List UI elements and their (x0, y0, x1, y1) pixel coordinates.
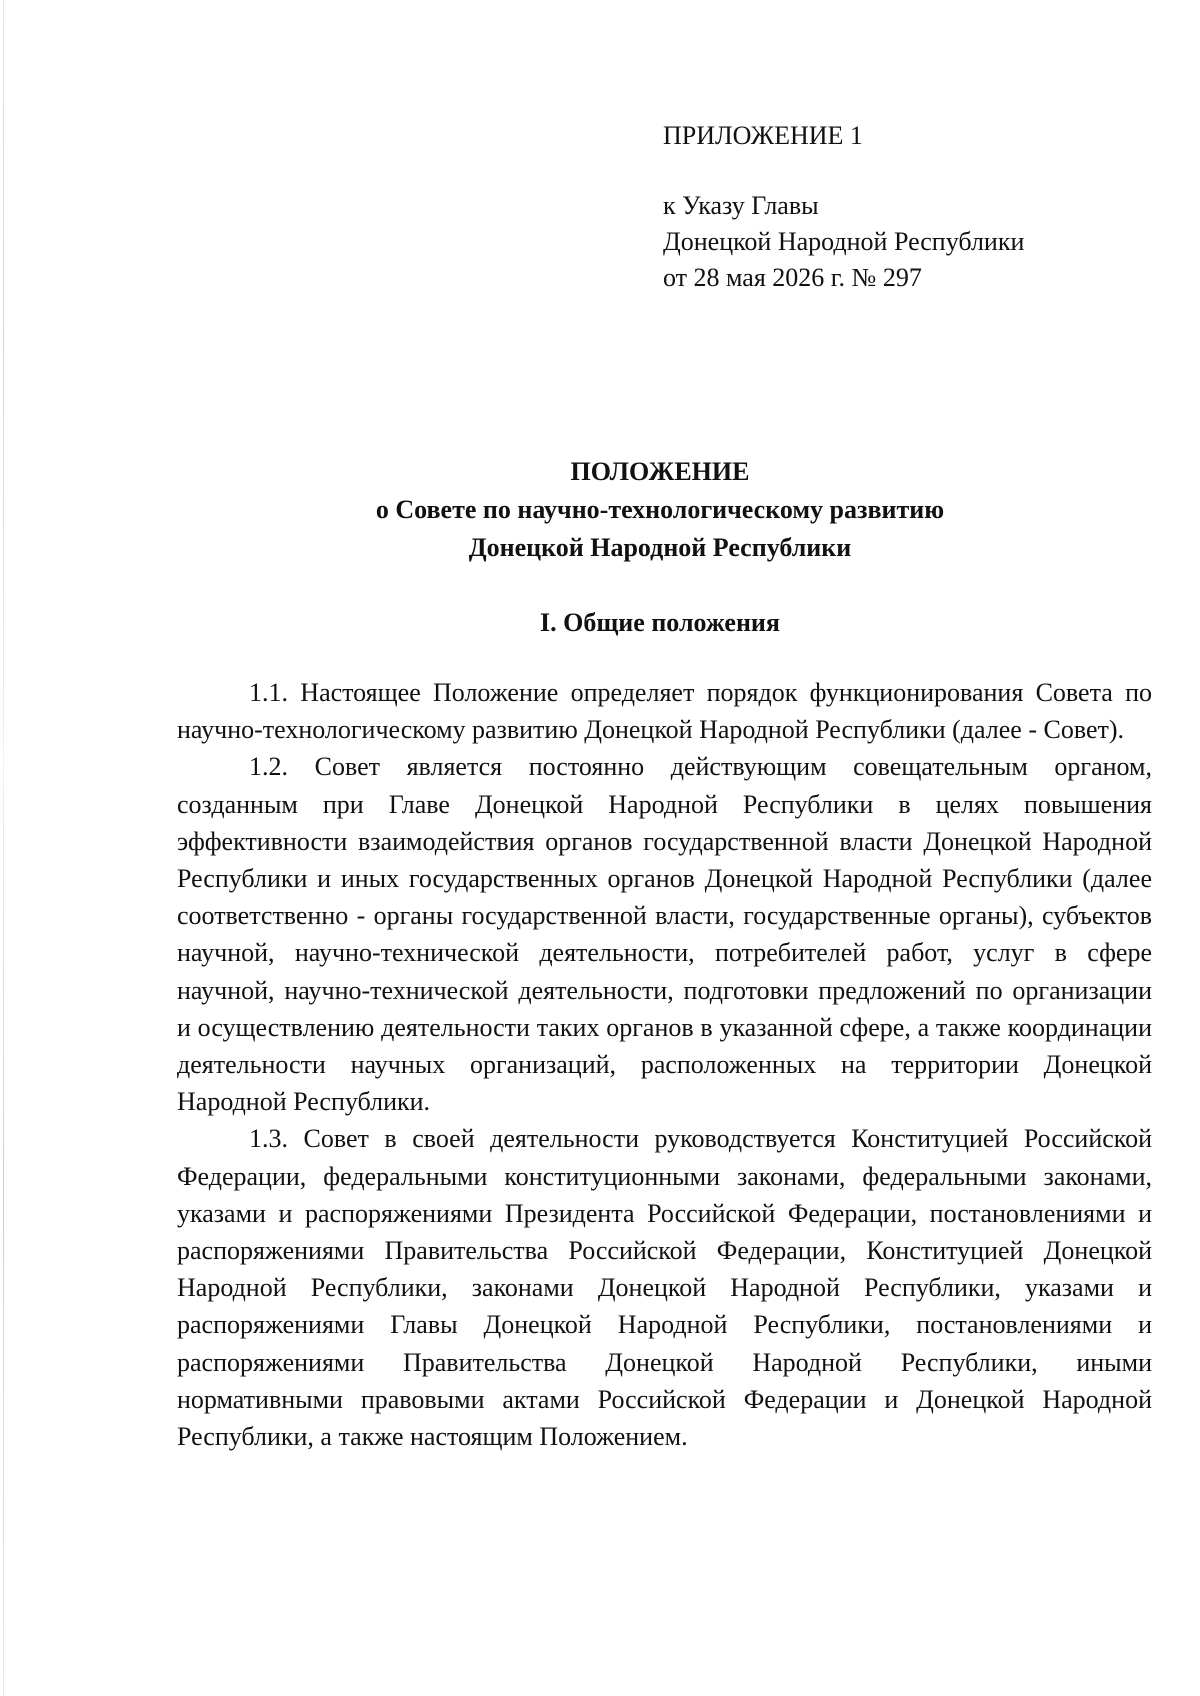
body-text (177, 674, 1152, 1455)
paragraph: 1.1. Настоящее Положение определяет порядок функционирования Совета по научно-технологическому развитию Донецкой Народной Республики (далее - Совет). (177, 678, 1152, 745)
appendix-ref-line: от 28 мая 2026 г. № 297 (663, 263, 922, 292)
title-line: ПОЛОЖЕНИЕ (570, 457, 750, 486)
appendix-heading: ПРИЛОЖЕНИЕ 1 (663, 121, 863, 150)
scan-edge-line (3, 0, 4, 1696)
paragraph: 1.3. Совет в своей деятельности руководствуется Конституцией Российской Федерации, федеральными конституционными законами, федеральными законами, указами и распоряжениями Президента Российской Федерации, постановлениями и распоряжениями Правительства Российской Федерации, Конституцией Донецкой Народной Республики, законами Донецкой Народной Республики, указами и распоряжениями Главы Донецкой Народной Республики, постановлениями и распоряжениями Правительства Донецкой Народной Республики, иными нормативными правовыми актами Российской Федерации и Донецкой Народной Республики, а также настоящим Положением. (177, 1124, 1152, 1452)
section-heading: I. Общие положения (540, 608, 780, 637)
title-line: Донецкой Народной Республики (468, 533, 852, 562)
title-line: о Совете по научно-технологическому развитию (375, 495, 945, 524)
document-title (160, 453, 1160, 567)
paragraph: 1.2. Совет является постоянно действующим совещательным органом, созданным при Главе Донецкой Народной Республики в целях повышения эффективности взаимодействия органов государственной власти Донецкой Народной Республики и иных государственных органов Донецкой Народной Республики (далее соответственно - органы государственной власти, государственные органы), субъектов научной, научно-технической деятельности, потребителей работ, услуг в сфере научной, научно-технической деятельности, подготовки предложений по организации и осуществлению деятельности таких органов в указанной сфере, а также координации деятельности научных организаций, расположенных на территории Донецкой Народной Республики. (177, 752, 1152, 1117)
appendix-ref-line: к Указу Главы (663, 191, 819, 220)
appendix-ref-line: Донецкой Народной Республики (663, 227, 1025, 256)
appendix-block (663, 118, 1024, 296)
